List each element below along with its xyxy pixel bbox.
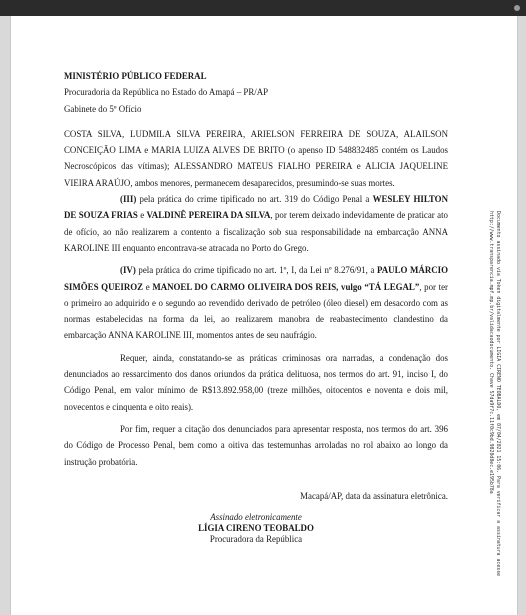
date-line: Macapá/AP, data da assinatura eletrônica. — [300, 490, 448, 501]
stamp-line-2: http://www.transparencia.mpf.mp.br/validacaodocumento. Chave 57da9f7c.11f0c9bd.9820d8ec.e195b78a — [488, 211, 494, 494]
signer-role: Procuradora da República — [209, 534, 303, 545]
window-control-icon[interactable] — [514, 5, 520, 11]
defendant-name: VALDINÊ PEREIRA DA SILVA — [146, 210, 271, 221]
stamp-line-1: Documento assinado via Token digitalmente por LIGIA CIRENO TEOBALDO, em 07/04/2021 15:06. Para verificar a assinatura acesse — [495, 211, 501, 577]
item-number: (III) — [120, 194, 137, 205]
digital-signature-stamp — [471, 211, 501, 577]
defendant-name: MANOEL DO CARMO OLIVEIRA DOS REIS, vulgo “TÁ LEGAL” — [152, 281, 420, 292]
signer-name: LÍGIA CIRENO TEOBALDO — [198, 523, 314, 534]
viewer-top-bar — [0, 0, 526, 16]
paragraph-item-iv: (IV) pela prática do crime tipificado no art. 1º, I, da Lei nº 8.276/91, a PAULO MÁRCIO SIMÕES QUEIROZ e MANOEL DO CARMO OLIVEIRA DOS REIS, vulgo “TÁ LEGAL”, por ter o primeiro ao adquirido e o segundo ao revendido derivado de petróleo (óleo diesel) em desacordo com as normas estabelecidas na forma da lei, ao realizarem manobra de reabastecimento clandestino da embarcação ANNA KAROLINE III, momentos antes de seu naufrágio. — [64, 265, 449, 341]
defendant-name: WESLEY HILTON DE SOUZA FRIAS — [64, 194, 448, 221]
item-number: (IV) — [120, 265, 136, 276]
paragraph-victims: COSTA SILVA, LUDMILA SILVA PEREIRA, ARIELSON FERREIRA DE SOUZA, ALAILSON CONCEIÇÃO LIMA e MARIA LUIZA ALVES DE BRITO (o apenso ID 548832485 contém os Laudos Necroscópicos das vítimas); ALESSANDRO MATEUS FIALHO PEREIRA e ALICIA JAQUELINE VIEIRA ARAÚJO, ambos menores, permanecem desaparecidos, presumindo-se suas mortes. — [64, 128, 448, 188]
document-page — [10, 16, 518, 615]
document-body — [64, 68, 448, 545]
paragraph-item-iii: (III) pela prática do crime tipificado no art. 319 do Código Penal a WESLEY HILTON DE SOUZA FRIAS e VALDINÊ PEREIRA DA SILVA, por terem deixado indevidamente de praticar ato de ofício, ao não realizarem a contento a fiscalização sob sua responsabilidade na embarcação ANNA KAROLINE III enquanto encontrava-se atracada no Porto do Grego. — [64, 194, 448, 253]
signature-block — [64, 512, 448, 545]
org-title: MINISTÉRIO PÚBLICO FEDERAL — [64, 71, 207, 81]
paragraph-damages: Requer, ainda, constatando-se as práticas criminosas ora narradas, a condenação dos denunciados ao ressarcimento dos danos oriundos da prática delituosa, nos termos do art. 91, inciso I, do Código Penal, em valor mínimo de R$13.892.958,00 (treze milhões, oitocentos e noventa e dois mil, novecentos e cinquenta e oito reais). — [64, 352, 448, 412]
office-name: Gabinete do 5º Ofício — [64, 103, 142, 114]
dept-name: Procuradoria da República no Estado do Amapá – PR/AP — [64, 87, 269, 98]
defendant-name: PAULO MÁRCIO SIMÕES QUEIROZ — [64, 265, 449, 292]
paragraph-citation: Por fim, requer a citação dos denunciados para apresentar resposta, nos termos do art. 396 do Código de Processo Penal, bem como a oitiva das testemunhas arroladas no rol abaixo ao longo da instrução probatória. — [64, 423, 448, 467]
signature-note: Assinado eletronicamente — [210, 512, 302, 523]
